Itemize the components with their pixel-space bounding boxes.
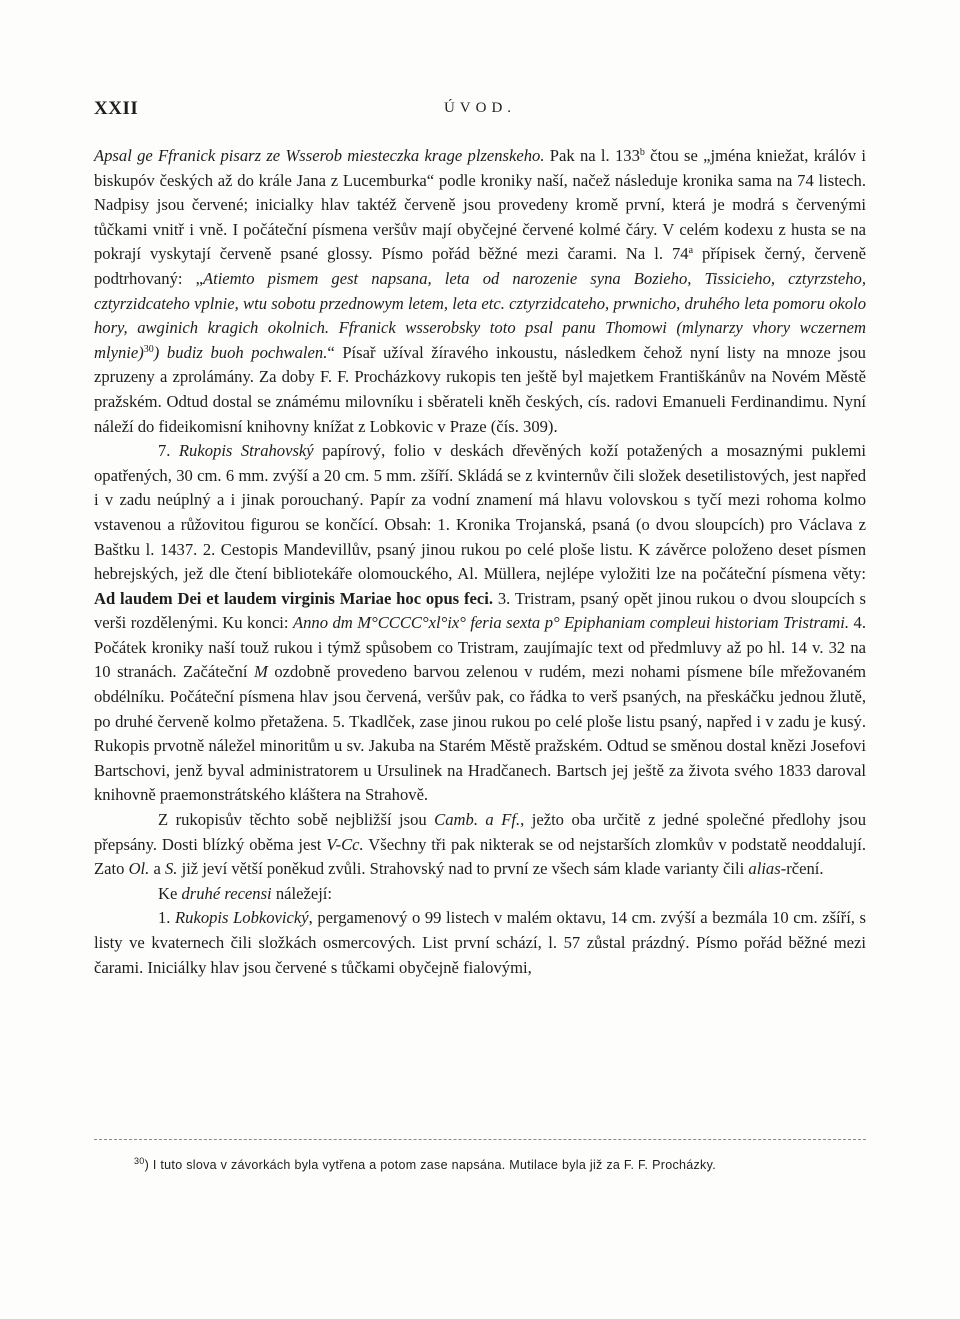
folio-side: a xyxy=(688,245,694,257)
folio-side: b xyxy=(639,147,645,158)
siglum: Camb. a Ff. xyxy=(434,810,521,830)
footnote-marker: 30 xyxy=(134,1156,145,1166)
text-run: a xyxy=(149,859,165,879)
footnote-text: ) I tuto slova v závorkách byla vytřena a potom zase napsána. Mutilace byla již za F. F. Procházky. xyxy=(144,1158,717,1172)
scribe-note-quote: Atiemto pismem gest napsana, leta od narozenie syna Bozieho, Tissicieho, cztyrzsteho, cztyrzidcateho vplnie, wtu sobotu przednowym letem, leta etc. cztyrzidcateho, prwnicho, druhého leta pomoru okolo hory, awginich kragich okolnich. Ffranick wsserobsky toto psal panu Thomowi (mlynarzy vhory wczernem mlynie) xyxy=(94,268,866,362)
scribe-note-quote-end: ) budiz buoh pochwalen. xyxy=(153,342,328,362)
text-run: Z rukopisův těchto sobě nejbližší jsou xyxy=(158,810,435,830)
text-run: náležejí: xyxy=(271,883,333,903)
page-header xyxy=(94,98,866,122)
text-run: , pergamenový o 99 listech v malém oktavu, 14 cm. zvýší a bezmála 10 cm. zšíří, s listy ve kvaternech čili složkách osmercových. List první schází, l. 57 zůstal prázdný. Písmo pořád běžné mezi čarami. Iniciálky hlav jsou červené s tůčkami obyčejně fialovými, xyxy=(94,908,866,977)
running-head: ÚVOD. xyxy=(443,100,517,116)
text-run: 3. Tristram, psaný opět jinou rukou o dvou sloupcích s verši rozdělenými. Ku konci: xyxy=(94,588,866,633)
manuscript-name: Rukopis Strahovský xyxy=(178,441,314,461)
text-run: čtou se „jména kniežat, králóv i biskupóv českých až do krále Jana z Lucemburka“ podle kroniky naší, načež následuje kronika sama na 74 listech. Nadpisy jsou červené; inicialky hlav taktéž červeně jsou provedeny kromě první, která je modrá s červenými tůčkami vnitř i vně. I počáteční písmena veršův mají obyčejné červené kolmé čáry. V celém kodexu z husta se na pokrají vyskytají červeně psané glossy. Písmo pořád běžné mezi čarami. Na l. 74 xyxy=(94,146,866,264)
siglum: Ol. xyxy=(128,859,150,879)
colophon-quote: Apsal ge Ffranick pisarz ze Wsserob miesteczka krage plzenskeho. xyxy=(94,146,545,165)
text-run: -rčení. xyxy=(780,859,824,879)
manuscript-name: Rukopis Lobkovický xyxy=(175,908,309,928)
paragraph-second-recension xyxy=(94,882,866,907)
footnote xyxy=(134,1156,866,1174)
body-text xyxy=(94,144,866,980)
text-run: Pak na l. 133 xyxy=(544,146,640,165)
paragraph-strahov-manuscript xyxy=(94,439,866,808)
latin-term: alias xyxy=(748,859,781,879)
footnote-reference[interactable]: 30 xyxy=(143,343,154,355)
paragraph-colophon xyxy=(94,144,866,439)
item-number: 1. xyxy=(158,908,176,928)
text-run: , ježto oba určitě z jedné společné předlohy jsou přepsány. Dosti blízký oběma jest xyxy=(94,810,866,854)
siglum: S. xyxy=(164,859,178,879)
siglum: V-Cc. xyxy=(326,834,364,854)
initial-letter: M xyxy=(254,662,268,682)
text-run: ozdobně provedeno barvou zelenou v rudém, mezi nohami písmene bíle mřežovaném obdélníku. Počáteční písmena hlav jsou červená, veršův pak, co řádka to verš psaných, na přeskáčku jednou žlutě, po druhé červeně kolmo přetažena. 5. Tkadlček, zase jinou rukou po celé ploše listu psaný, napřed i v zadu je kusý. Rukopis prvotně náležel minoritům u sv. Jakuba na Starém Městě pražském. Odtud se směnou dostal knězi Josefovi Bartschovi, jenž byval administratorem u Ursulinek na Hradčanech. Bartsch jej ještě za života svého 1833 daroval knihovně praemonstrátského kláštera na Strahově. xyxy=(94,662,867,805)
text-run: Všechny tři pak nikterak se od nejstarších zlomkův v podstatě neoddalují. Zato xyxy=(94,834,866,879)
paragraph-comparison xyxy=(94,808,866,882)
text-run: Ke xyxy=(158,883,182,903)
hebrew-letters-reading: Ad laudem Dei et laudem virginis Mariae hoc opus feci. xyxy=(94,588,493,608)
text-run: přípisek černý, červeně podtrhovaný: „ xyxy=(94,244,867,288)
latin-colophon: Anno dm M°CCCC°xl°ix° feria sexta p° Epiphaniam compleui historiam Tristrami. xyxy=(293,613,850,633)
text-run: “ Písař užíval žíravého inkoustu, následkem čehož nyní listy na mnoze jsou zpruzeny a zprolámány. Za doby F. F. Procházkovy rukopis ten ještě byl majetkem Františkánův na Novém Městě pražském. Odtud dostal se známému milovníku i sběrateli kněh českých, cís. radovi Emanueli Ferdinandimu. Nyní náleží do fideikomisní knihovny knížat z Lobkovic v Praze (čís. 309). xyxy=(94,342,866,436)
text-run: papírový, folio v deskách dřevěných koží potažených a mosaznými puklemi opatřených, 30 cm. 6 mm. zvýší a 20 cm. 5 mm. zšíří. Skládá se z kvinternův čili složek desetilistových, jest napřed i v zadu neúplný a i jinak porouchaný. Papír za vodní znamení má hlavu volovskou s tyčí mezi rohoma kolmo vstavenou a růžovitou figurou se končící. Obsah: 1. Kronika Trojanská, psaná (o dvou sloupcích) pro Václava z Baštku l. 1437. 2. Cestopis Mandevillův, psaný jinou rukou po celé ploše listu. K závěrce položeno deset písmen hebrejských, jež dle čtení bibliotekáře olomouckého, Al. Müllera, nejlépe vyložiti lze na počáteční písmena věty: xyxy=(94,441,867,584)
footnote-divider xyxy=(94,1139,866,1140)
page-number: XXII xyxy=(94,98,139,119)
item-number: 7. xyxy=(158,441,179,461)
paragraph-lobkovic-manuscript xyxy=(94,906,866,980)
recension-label: druhé recensi xyxy=(181,883,272,903)
text-run: 4. Počátek kroniky naší touž rukou i týmž spůsobem co Tristram, zaujímajíc text od předmluvy až po hl. 14 v. 32 na 10 stranách. Začáteční xyxy=(94,613,866,682)
text-run: již jeví větší poněkud zvůli. Strahovský nad to první ze všech sám klade varianty čili xyxy=(177,859,749,879)
